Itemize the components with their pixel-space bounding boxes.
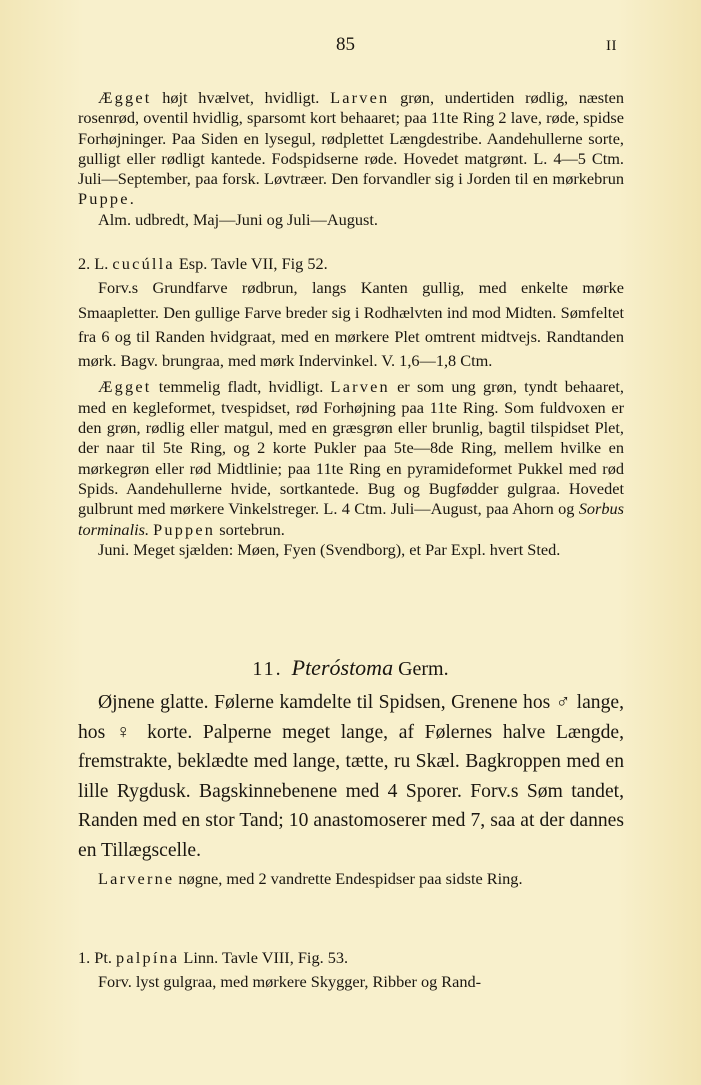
species-heading: 2. L. cucúlla Esp. Tavle VII, Fig 52. [78,254,328,273]
page-number: 85 [336,34,355,55]
genus-description: Øjnene glatte. Følerne kamdelte til Spidsen, Grenene hos ♂ lange, hos ♀ korte. Palperne meget lange, af Følernes halve Længde, fremstrakte, beklædte med lange, tætte, ru Skæl. Bagkroppen med en lille Rygdusk. Bagskinnebenene med 4 Sporer. Forv.s Søm tandet, Randen med en stor Tand; 10 anastomoserer med 7, saa at der dannes en Tillægscelle. [78,692,624,861]
range-paragraph: Alm. udbredt, Maj—Juni og Juli—August. [98,209,378,229]
genus-larvae: Larverne nøgne, med 2 vandrette Endespidser paa sidste Ring. [98,868,523,888]
genus-text [78,688,624,889]
genus-heading: 11. Pteróstoma Germ. [252,655,449,680]
species-cuculla [78,254,624,560]
species-description: Forv.s Grundfarve rødbrun, langs Kanten gullig, med enkelte mørke Smaapletter. Den gullige Farve breder sig i Rodhælvten ind mod Midten. Sømfeltet fra 6 og til Randen hvidgraat, med en mørkere Plet omtrent midtvejs. Randtanden mørk. Bagv. brungraa, med mørk Indervinkel. V. 1,6—1,8 Ctm. [78,278,624,371]
genus-name: Pteróstoma [291,655,394,680]
leucodonta-continuation [78,88,624,230]
species-range: Juni. Meget sjælden: Møen, Fyen (Svendborg), et Par Expl. hvert Sted. [98,539,561,559]
signature-mark: II [606,38,617,54]
egg-larva-paragraph: Ægget højt hvælvet, hvidligt. Larven grøn, undertiden rødlig, næsten rosenrød, oventil hvidlig, sparsomt kort behaaret; paa 11te Ring 2 lave, røde, spidse Forhøjninger. Paa Siden en lysegul, rødplettet Længdestribe. Aandehullerne sorte, gulligt eller rødligt kantede. Fodspidserne røde. Hovedet matgrønt. L. 4—5 Ctm. Juli—September, paa forsk. Løvtræer. Den forvandler sig i Jorden til en mørkebrun Puppe. [78,88,624,209]
species-description: Forv. lyst gulgraa, med mørkere Skygger, Ribber og Rand- [98,972,482,992]
species-heading: 1. Pt. palpína Linn. Tavle VIII, Fig. 53. [78,948,349,967]
species-palpina [78,946,624,995]
species-egg-larva: Ægget temmelig fladt, hvidligt. Larven er som ung grøn, tyndt behaaret, med en kegleformet, tvespidset, rød Forhøjning paa 11te Ring. Som fuldvoxen er den grøn, rødlig eller matgul, med en græsgrøn eller brunlig, bagtil tilspidset Plet, der naar til 5te Ring, og 2 korte Pukler paa 5te—8de Ring, mellem hvilke en mørkegrøn eller rød Midtlinie; paa 11te Ring en pyramideformet Pukkel med rød Spids. Aandehullerne hvide, sortkantede. Bug og Bugfødder gulgraa. Hovedet gulbrunt med mørkere Vinkelstreger. L. 4 Ctm. Juli—August, paa Ahorn og Sorbus torminalis. Puppen sortebrun. [78,377,625,539]
